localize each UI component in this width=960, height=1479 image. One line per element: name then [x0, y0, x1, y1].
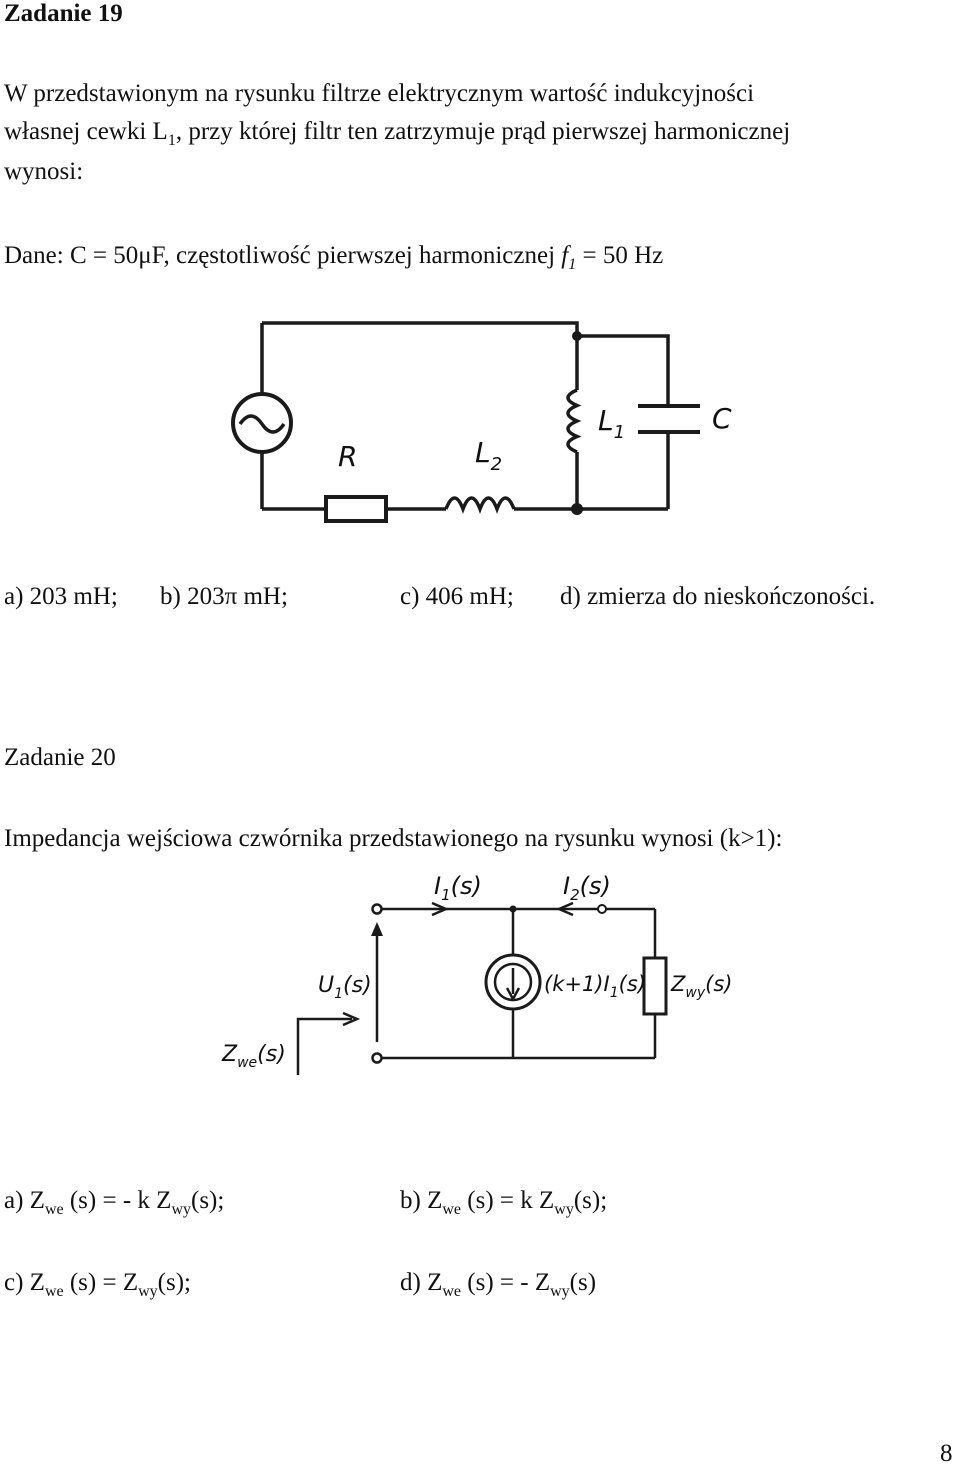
task19-answer-d: d) zmierza do nieskończoności. — [560, 583, 876, 610]
task20-answer-b: b) $Z_{we}$ (s) = k $Z_{wy}(s)$; — [400, 1187, 608, 1218]
task19-answer-b: b) 203π mH; — [160, 583, 288, 610]
input-terminal-top — [373, 905, 382, 914]
task19-text-line3: wynosi: — [4, 158, 84, 185]
input-terminal-bottom — [373, 1054, 382, 1063]
node-bottom — [571, 503, 583, 515]
task20-prompt: Impedancja wejściowa czwórnika przedstawionego na rysunku wynosi (k>1): — [4, 825, 783, 852]
impedance-arrow-line — [298, 1019, 352, 1075]
top-wire — [262, 323, 668, 404]
label-L2: $L_2$ — [475, 436, 503, 475]
label-Zwy: $Z_{wy}(s)$ — [671, 972, 733, 1001]
task19-text-line2: własnej cewki $L_1$, przy której filtr ten zatrzymuje prąd pierwszej harmonicznej — [4, 118, 791, 149]
label-L1: $L_1$ — [598, 404, 626, 443]
task20-circuit-diagram — [0, 860, 960, 1090]
label-Zwe: $Z_{we}(s)$ — [222, 1042, 286, 1071]
label-U1: $U_1(s)$ — [318, 973, 372, 1002]
task19-title: Zadanie 19 — [4, 0, 123, 27]
inductor-L1-symbol — [568, 390, 577, 452]
task19-given-data: Dane: C = 50μF, częstotliwość pierwszej harmonicznej $f_1 = 50$ Hz — [4, 242, 664, 273]
label-I1: $I_1(s)$ — [434, 872, 482, 904]
page-number: 8 — [940, 1440, 953, 1467]
label-R: R — [338, 440, 358, 473]
resistor-symbol — [326, 497, 386, 521]
impedance-Zwy-symbol — [644, 958, 666, 1014]
task20-answer-d: d) $Z_{we}$ (s) = - $Z_{wy}(s)$ — [400, 1269, 597, 1300]
task20-answer-a: a) $Z_{we}$ (s) = - k $Z_{wy}(s)$; — [4, 1187, 225, 1218]
voltage-arrow-icon — [371, 922, 383, 936]
node-top — [572, 331, 582, 341]
inductor-L2-symbol — [446, 498, 514, 509]
task19-answer-a: a) 203 mH; — [4, 583, 118, 610]
task19-circuit-diagram — [0, 300, 960, 540]
label-I2: $I_2(s)$ — [563, 872, 611, 904]
task20-title: Zadanie 20 — [4, 744, 116, 771]
task19-answer-c: c) 406 mH; — [400, 583, 514, 610]
task19-text-line1: W przedstawionym na rysunku filtrze elektrycznym wartość indukcyjności — [4, 80, 755, 107]
label-C: C — [712, 402, 732, 435]
label-current-source: $(k+1)I_1(s)$ — [544, 972, 646, 1001]
task20-answer-c: c) $Z_{we}$ $(s) = Z_{wy}(s)$; — [4, 1269, 191, 1300]
output-terminal-top — [598, 905, 606, 913]
node-top — [510, 906, 517, 913]
